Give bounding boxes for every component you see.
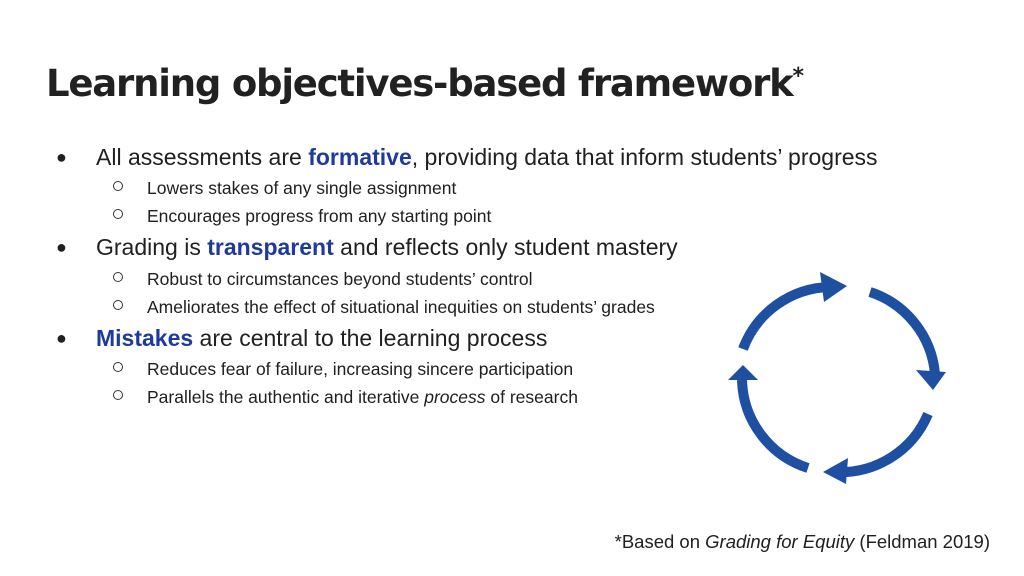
cycle-arrowhead [916,370,946,390]
footnote-text: (Feldman 2019) [854,531,990,552]
sub-bullet-item [147,269,533,290]
bullet-dot: ● [56,237,67,257]
bullet-highlight: Mistakes [96,325,194,351]
bullet-item [56,234,678,261]
bullet-item [56,144,878,171]
sub-bullet-ring [113,272,123,282]
bullet-highlight: transparent [207,234,334,260]
cycle-arrowhead [728,365,758,380]
sub-bullet-text: Ameliorates the effect of situational inequities on students’ grades [147,297,655,317]
bullet-text: are central to the learning process [193,325,548,351]
cycle-arrowhead [820,272,847,302]
sub-bullet-item [147,387,578,408]
sub-bullet-item [147,359,573,380]
bullet-highlight: formative [308,144,412,170]
bullet-dot: ● [56,147,67,167]
sub-bullet-item [147,206,491,227]
cycle-arc-top-left [743,287,830,349]
cycle-arc-top-right [870,292,935,374]
sub-bullet-item [147,297,655,318]
title-footnote-mark: * [792,64,803,89]
cycle-arc-bottom-right [835,414,928,472]
sub-bullet-text: of research [485,387,578,407]
cycle-arrowhead [823,458,848,484]
bullet-text: Grading is [96,234,208,260]
sub-bullet-text: Robust to circumstances beyond students’ control [147,269,533,289]
bullet-text: and reflects only student mastery [333,234,678,260]
footnote-text: *Based on [614,531,706,552]
slide-title [46,62,803,105]
cycle-arc-bottom-left [742,380,808,468]
sub-bullet-ring [113,362,123,372]
footnote [615,531,990,553]
sub-bullet-ring [113,300,123,310]
circular-arrows-icon [720,262,960,492]
sub-bullet-ring [113,390,123,400]
footnote-book-title: Grading for Equity [705,531,855,552]
sub-bullet-ring [113,209,123,219]
slide-title-text: Learning objectives-based framework [46,62,793,105]
sub-bullet-ring [113,181,123,191]
sub-bullet-text: Lowers stakes of any single assignment [147,178,457,198]
bullet-text: , providing data that inform students’ progress [411,144,878,170]
bullet-text: All assessments are [96,144,309,170]
sub-bullet-text: Reduces fear of failure, increasing sincere participation [147,359,574,379]
sub-bullet-text: Parallels the authentic and iterative [147,387,425,407]
sub-bullet-text: Encourages progress from any starting point [147,206,492,226]
bullet-item [56,325,548,352]
bullet-dot: ● [56,328,67,348]
sub-bullet-italic: process [424,387,486,407]
sub-bullet-item [147,178,456,199]
